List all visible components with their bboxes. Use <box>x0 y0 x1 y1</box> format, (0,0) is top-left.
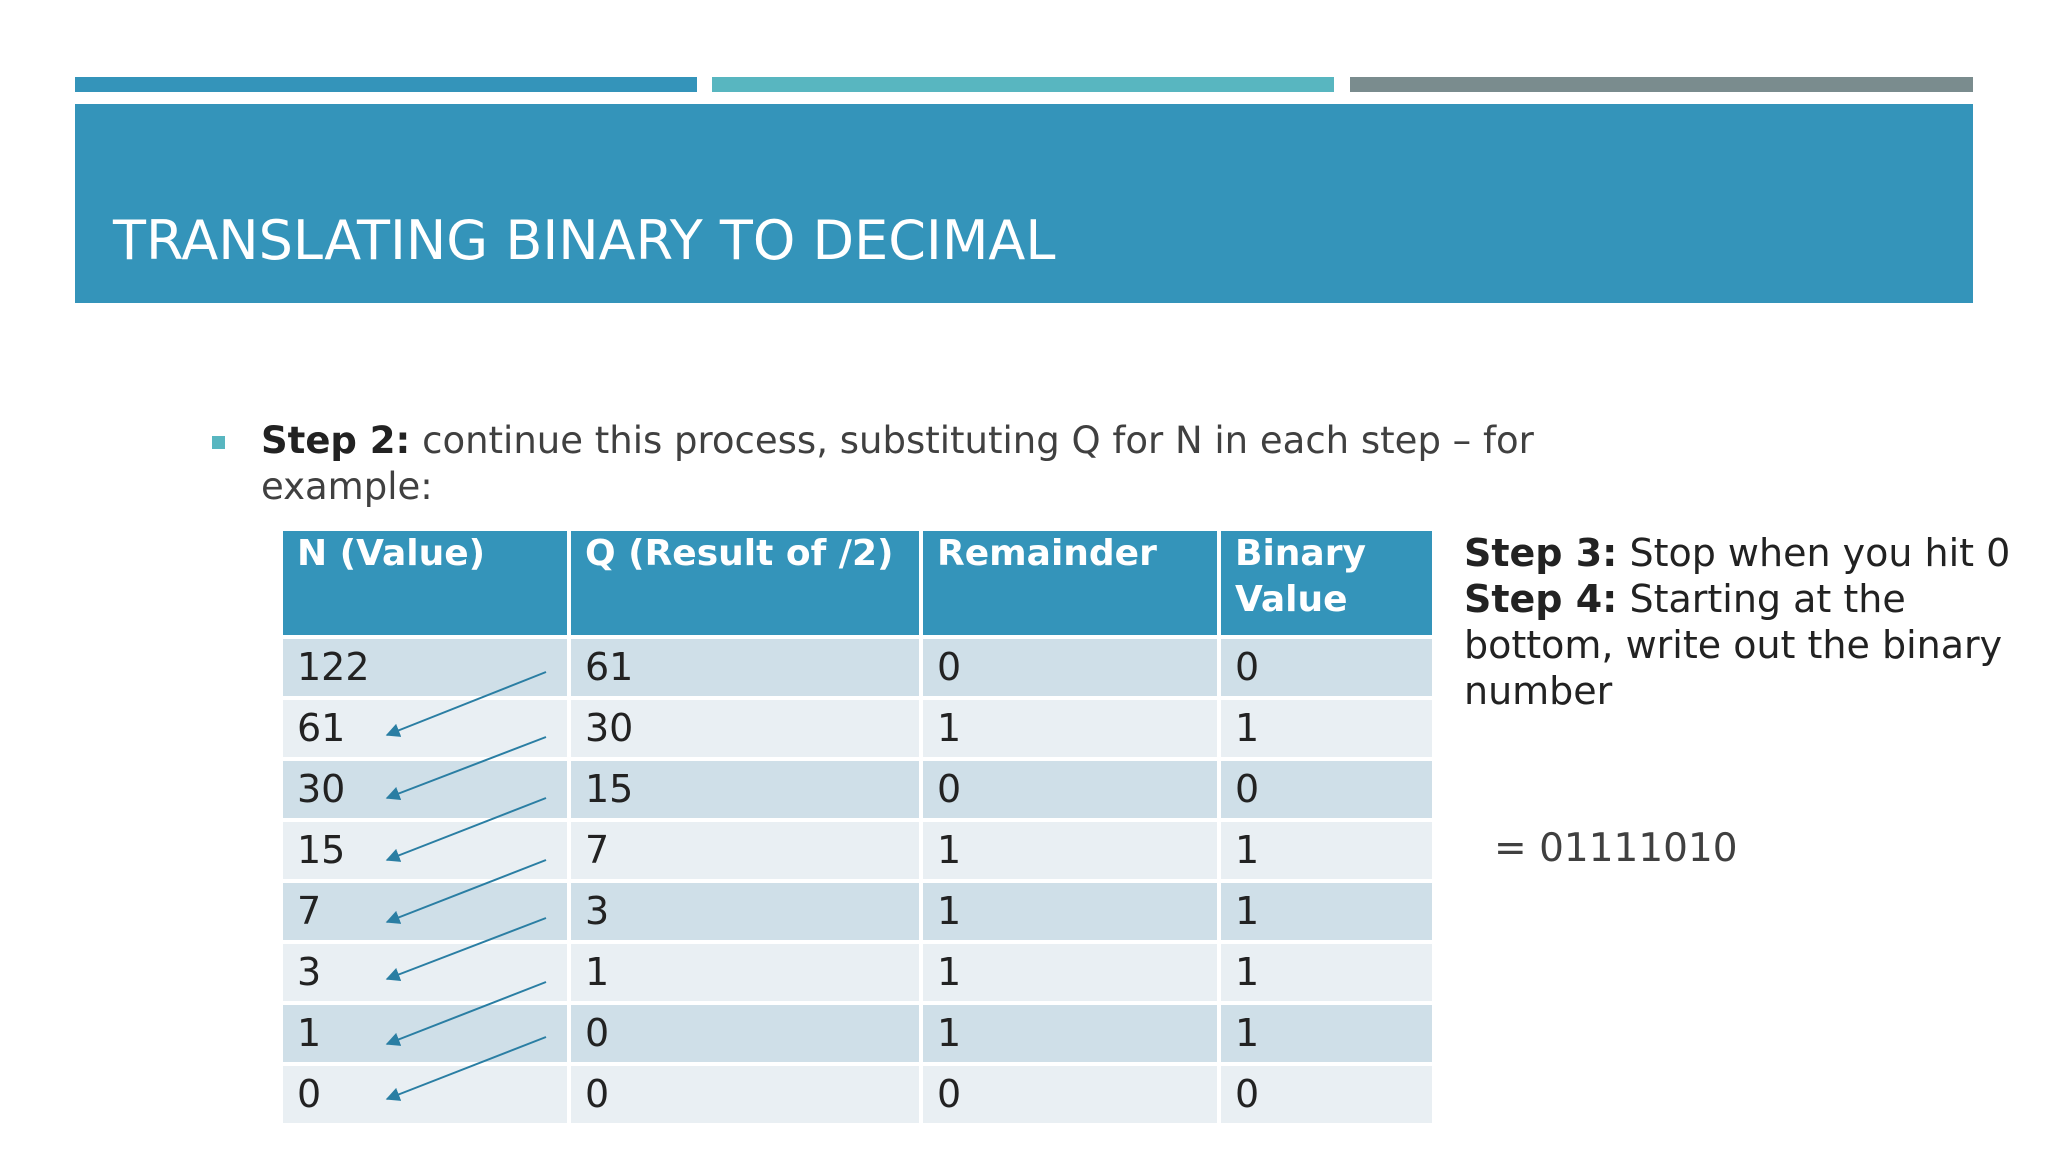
table-row <box>283 700 1432 757</box>
table-header-row <box>283 531 1432 635</box>
cell-binary: 1 <box>1221 1005 1432 1062</box>
cell-remainder: 0 <box>923 1066 1217 1123</box>
cell-remainder: 1 <box>923 944 1217 1001</box>
cell-n: 3 <box>283 944 567 1001</box>
cell-binary: 1 <box>1221 944 1432 1001</box>
table-row <box>283 1005 1432 1062</box>
slide-title: TRANSLATING BINARY TO DECIMAL <box>113 209 1056 272</box>
division-table <box>279 527 1436 1127</box>
table-row <box>283 883 1432 940</box>
step-2-text: continue this process, substituting Q for N in each step – for example: <box>261 419 1534 508</box>
step-3-label: Step 3: <box>1464 531 1618 575</box>
steps-panel <box>1464 530 2024 714</box>
cell-n: 30 <box>283 761 567 818</box>
table-row <box>283 639 1432 696</box>
binary-result: = 01111010 <box>1494 826 1738 871</box>
cell-n: 7 <box>283 883 567 940</box>
cell-remainder: 1 <box>923 1005 1217 1062</box>
cell-n: 122 <box>283 639 567 696</box>
table-row <box>283 822 1432 879</box>
cell-q: 3 <box>571 883 919 940</box>
cell-binary: 0 <box>1221 761 1432 818</box>
step-4-text: Starting at the bottom, write out the binary number <box>1464 577 2003 713</box>
cell-binary: 0 <box>1221 1066 1432 1123</box>
cell-q: 30 <box>571 700 919 757</box>
header-q-result: Q (Result of /2) <box>571 531 919 635</box>
title-band <box>75 104 1973 303</box>
header-n-value: N (Value) <box>283 531 567 635</box>
step-2-bullet <box>261 418 1561 510</box>
step-4 <box>1464 576 2024 714</box>
cell-q: 0 <box>571 1005 919 1062</box>
table-row <box>283 1066 1432 1123</box>
cell-n: 1 <box>283 1005 567 1062</box>
cell-q: 15 <box>571 761 919 818</box>
accent-bar-teal <box>712 77 1334 92</box>
header-remainder: Remainder <box>923 531 1217 635</box>
cell-q: 1 <box>571 944 919 1001</box>
accent-bar-blue <box>75 77 697 92</box>
cell-binary: 1 <box>1221 822 1432 879</box>
cell-binary: 1 <box>1221 700 1432 757</box>
cell-q: 61 <box>571 639 919 696</box>
step-3 <box>1464 530 2024 576</box>
cell-binary: 0 <box>1221 639 1432 696</box>
step-4-label: Step 4: <box>1464 577 1618 621</box>
cell-binary: 1 <box>1221 883 1432 940</box>
cell-n: 61 <box>283 700 567 757</box>
cell-remainder: 0 <box>923 639 1217 696</box>
cell-q: 7 <box>571 822 919 879</box>
cell-remainder: 1 <box>923 883 1217 940</box>
cell-n: 0 <box>283 1066 567 1123</box>
cell-remainder: 1 <box>923 700 1217 757</box>
accent-bar-gray <box>1350 77 1973 92</box>
square-bullet-icon <box>212 436 225 449</box>
cell-n: 15 <box>283 822 567 879</box>
cell-remainder: 1 <box>923 822 1217 879</box>
table-row <box>283 761 1432 818</box>
header-binary-value: Binary Value <box>1221 531 1432 635</box>
cell-remainder: 0 <box>923 761 1217 818</box>
step-3-text: Stop when you hit 0 <box>1617 531 2011 575</box>
step-2-label: Step 2: <box>261 419 411 462</box>
table-row <box>283 944 1432 1001</box>
cell-q: 0 <box>571 1066 919 1123</box>
